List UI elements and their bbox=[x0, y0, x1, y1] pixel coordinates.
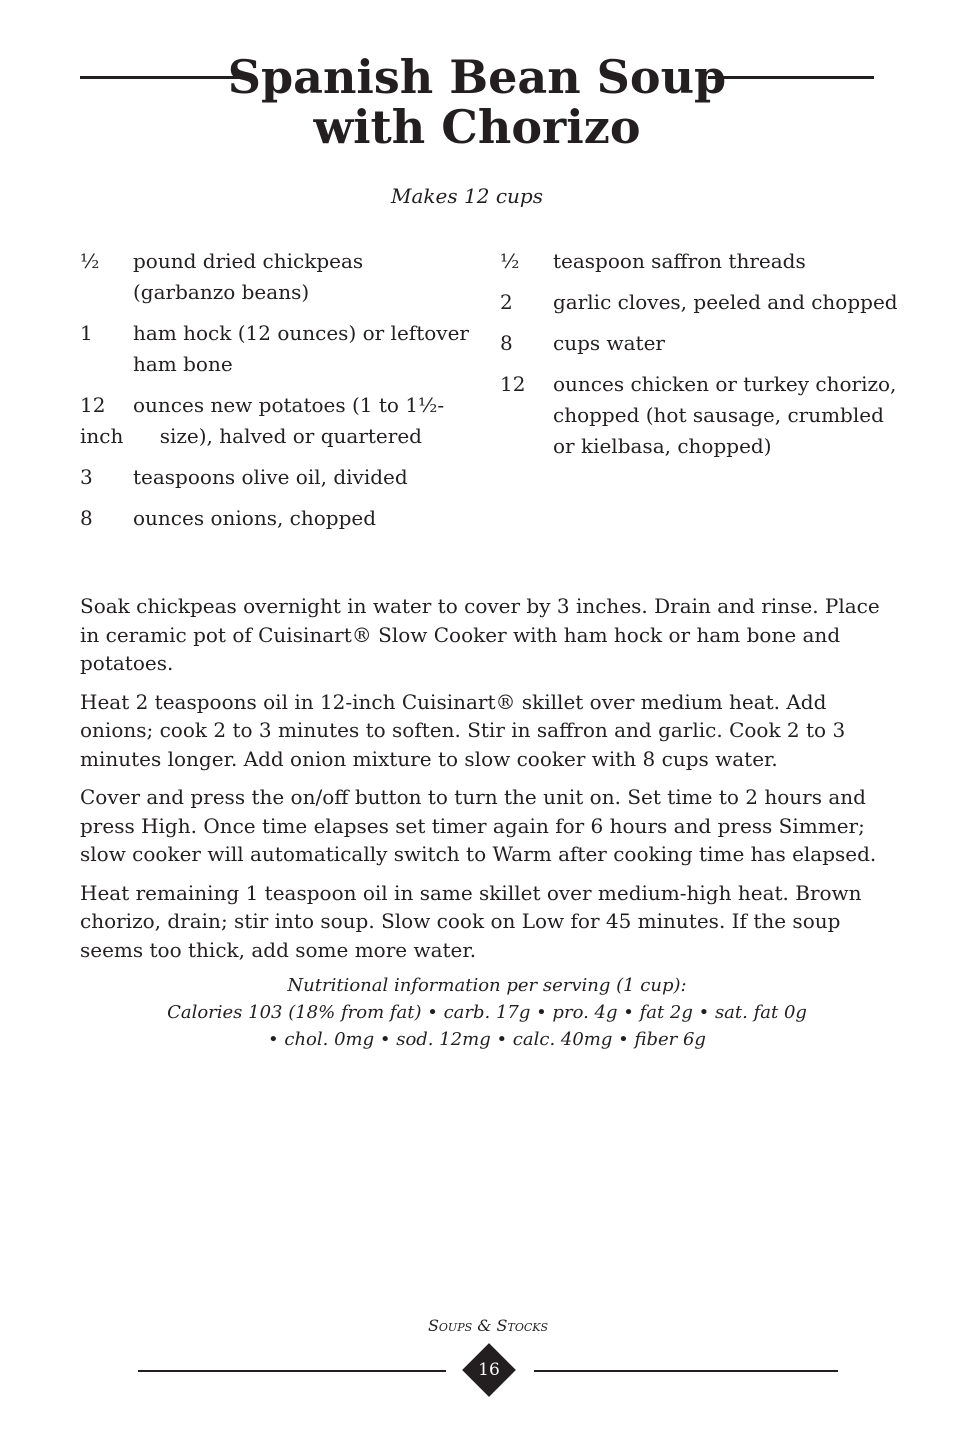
ingredient-qty: 1 bbox=[80, 321, 93, 345]
page-number: 16 bbox=[478, 1360, 500, 1380]
ingredient-text-prefix: inch bbox=[80, 424, 124, 448]
nutrition-values-line2: • chol. 0mg • sod. 12mg • calc. 40mg • fiber 6g bbox=[268, 1029, 706, 1050]
recipe-title bbox=[0, 52, 954, 152]
ingredient-text: ounces new potatoes (1 to 1½- bbox=[133, 393, 445, 417]
nutrition-info bbox=[0, 972, 954, 1053]
ingredient-text: ounces onions, chopped bbox=[133, 506, 377, 530]
footer-rule-left bbox=[138, 1370, 446, 1372]
direction-step: Heat 2 teaspoons oil in 12-inch Cuisinart® skillet over medium heat. Add onions; cook 2 to 3 minutes to soften. Stir in saffron and garlic. Cook 2 to 3 minutes longer. Add onion mixture to slow cooker with 8 cups water. bbox=[80, 689, 846, 771]
ingredient-text: garlic cloves, peeled and chopped bbox=[553, 290, 898, 314]
ingredient-text: teaspoon saffron threads bbox=[553, 249, 806, 273]
ingredient-text: cups water bbox=[553, 331, 665, 355]
ingredient-item bbox=[500, 287, 900, 318]
ingredient-item bbox=[500, 328, 900, 359]
footer-rule-right bbox=[534, 1370, 838, 1372]
ingredient-qty: 8 bbox=[500, 331, 513, 355]
ingredient-qty: 8 bbox=[80, 506, 93, 530]
ingredient-item bbox=[80, 246, 470, 308]
ingredient-item bbox=[80, 462, 470, 493]
ingredient-text: ounces chicken or turkey chorizo, chopped (hot sausage, crumbled or kielbasa, chopped) bbox=[553, 372, 897, 458]
ingredient-text: pound dried chickpeas (garbanzo beans) bbox=[133, 249, 364, 304]
direction-step: Cover and press the on/off button to turn the unit on. Set time to 2 hours and press High. Once time elapses set timer again for 6 hours and press Simmer; slow cooker will automatically switch to Warm after cooking time has elapsed. bbox=[80, 785, 877, 866]
ingredient-item bbox=[500, 369, 900, 462]
ingredient-item bbox=[80, 318, 470, 380]
ingredient-item bbox=[80, 390, 470, 452]
recipe-title-line2: with Chorizo bbox=[313, 100, 641, 154]
nutrition-heading: Nutritional information per serving (1 cup): bbox=[287, 975, 687, 996]
recipe-yield: Makes 12 cups bbox=[391, 184, 543, 208]
ingredient-qty: 2 bbox=[500, 290, 513, 314]
ingredients-left-column bbox=[80, 246, 470, 544]
recipe-title-line1: Spanish Bean Soup bbox=[227, 50, 727, 104]
ingredient-qty: 12 bbox=[80, 393, 106, 417]
ingredient-item bbox=[80, 503, 470, 534]
direction-step: Heat remaining 1 teaspoon oil in same skillet over medium-high heat. Brown chorizo, drain; stir into soup. Slow cook on Low for 45 minutes. If the soup seems too thick, add some more water. bbox=[80, 880, 862, 962]
ingredient-qty: ½ bbox=[500, 249, 520, 273]
ingredients-right-column bbox=[500, 246, 900, 472]
ingredient-text: ham hock (12 ounces) or leftover ham bone bbox=[133, 321, 469, 376]
ingredient-qty: 3 bbox=[80, 465, 93, 489]
ingredient-text: teaspoons olive oil, divided bbox=[133, 465, 408, 489]
ingredient-qty: ½ bbox=[80, 249, 100, 273]
nutrition-values-line1: Calories 103 (18% from fat) • carb. 17g • pro. 4g • fat 2g • sat. fat 0g bbox=[167, 1002, 807, 1023]
ingredient-text-cont: size), halved or quartered bbox=[159, 424, 422, 448]
ingredient-qty: 12 bbox=[500, 372, 526, 396]
direction-step: Soak chickpeas overnight in water to cover by 3 inches. Drain and rinse. Place in ceramic pot of Cuisinart® Slow Cooker with ham hock or ham bone and potatoes. bbox=[80, 594, 880, 675]
section-name: Soups & Stocks bbox=[427, 1316, 549, 1335]
ingredient-item bbox=[500, 246, 900, 277]
directions bbox=[80, 592, 895, 974]
